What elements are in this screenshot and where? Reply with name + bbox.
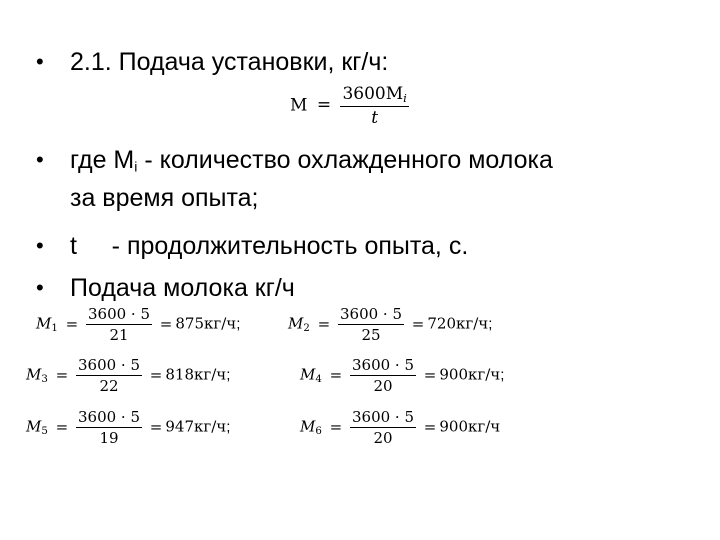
result-formula-m1: $M_1$ = $\frac{3600 \cdot 5}{21}$ = 875кг/ч; [36,305,241,344]
result-numerator: 3600 · 5 [77,408,141,426]
bullet-marker: • [36,233,44,258]
bullet-text-subscript: i [134,158,138,175]
result-denominator: 20 [373,377,393,395]
result-index: 6 [315,426,322,438]
result-value: 720кг/ч [427,314,489,333]
result-symbol: M [288,314,304,333]
result-formula-m3: $M_3$ = $\frac{3600 \cdot 5}{22}$ = 818кг/ч; [26,356,231,395]
result-symbol: M [36,314,52,333]
formula-numerator-text: 3600M [342,84,404,104]
result-separator: ; [236,315,241,333]
formula-numerator-subscript: i [403,90,407,105]
result-separator: ; [226,418,231,436]
bullet-marker: • [36,275,44,300]
result-symbol: M [26,417,42,436]
main-formula [290,84,409,128]
bullet-text-part: - количество охлажденного молока [137,146,553,174]
result-fraction [86,305,152,344]
result-value: 900кг/ч [439,365,501,384]
result-formula-m5: $M_5$ = $\frac{3600 \cdot 5}{19}$ = 947кг/ч; [26,408,231,447]
result-separator: ; [226,366,231,384]
result-denominator: 20 [373,429,393,447]
result-denominator: 19 [99,429,119,447]
result-separator: ; [500,366,505,384]
result-value: 818кг/ч [165,365,227,384]
result-formula-m2: $M_2$ = $\frac{3600 \cdot 5}{25}$ = 720кг/ч; [288,305,493,344]
bullet-text-line2: за время опыта; [70,184,259,212]
result-index: 4 [315,374,322,386]
result-fraction [338,305,404,344]
result-index: 3 [41,374,48,386]
formula-equals: = [316,95,332,116]
bullet-text: 2.1. Подача установки, кг/ч: [70,48,389,76]
result-formula-m4: $M_4$ = $\frac{3600 \cdot 5}{20}$ = 900кг/ч; [300,356,505,395]
result-index: 1 [51,323,58,335]
result-fraction [76,356,142,395]
formula-numerator [340,84,408,107]
result-symbol: M [300,417,316,436]
result-numerator: 3600 · 5 [87,305,151,323]
bullet-text: Подача молока кг/ч [70,274,295,302]
bullet-text [70,143,553,184]
formula-denominator: t [371,107,379,128]
result-numerator: 3600 · 5 [351,356,415,374]
bullet-text: t - продолжительность опыта, с. [70,232,469,260]
bullet-marker: • [36,49,44,74]
result-formula-m6: $M_6$ = $\frac{3600 \cdot 5}{20}$ = 900кг/ч [300,408,501,447]
result-index: 2 [303,323,310,335]
bullet-text-part: где M [70,146,135,174]
result-value: 875кг/ч [175,314,237,333]
result-denominator: 22 [99,377,119,395]
result-fraction [350,408,416,447]
result-symbol: M [26,365,42,384]
result-index: 5 [41,426,48,438]
result-denominator: 21 [109,326,129,344]
formula-lhs: M [290,95,308,116]
result-fraction [76,408,142,447]
result-numerator: 3600 · 5 [351,408,415,426]
result-value: 900кг/ч [439,417,501,436]
bullet-marker: • [36,147,44,172]
result-numerator: 3600 · 5 [339,305,403,323]
result-denominator: 25 [361,326,381,344]
formula-fraction [340,84,408,128]
result-fraction [350,356,416,395]
result-numerator: 3600 · 5 [77,356,141,374]
result-separator: ; [488,315,493,333]
result-symbol: M [300,365,316,384]
result-value: 947кг/ч [165,417,227,436]
